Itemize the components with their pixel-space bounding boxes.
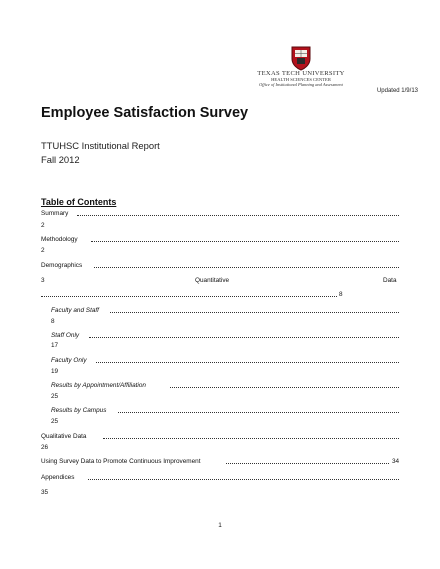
toc-entry-page: 2: [41, 247, 45, 254]
toc-leader: [96, 362, 399, 363]
toc-heading: Table of Contents: [41, 197, 117, 207]
toc-leader: [77, 215, 399, 216]
toc-entry-page: 3: [41, 277, 45, 284]
toc-entry-label: Faculty and Staff: [51, 307, 99, 314]
toc-entry-page: 25: [51, 418, 59, 425]
toc-leader: [89, 337, 399, 338]
toc-entry-page: 35: [41, 489, 49, 496]
toc-entry-page: 19: [51, 368, 59, 375]
toc-entry-label: Qualitative Data: [41, 433, 87, 440]
report-term: Fall 2012: [41, 154, 80, 165]
page-number: 1: [218, 522, 222, 529]
toc-entry-label-tail: Data: [383, 277, 397, 284]
toc-leader: [170, 387, 399, 388]
toc-entry-label: Summary: [41, 210, 69, 217]
toc-entry-page: 34: [392, 458, 400, 465]
toc-entry-label: Appendices: [41, 474, 75, 481]
institution-office: Office of Institutional Planning and Assessment: [259, 82, 343, 87]
toc-entry-label: Staff Only: [51, 332, 80, 339]
toc-entry-page: 17: [51, 342, 59, 349]
toc-entry-label: Methodology: [41, 236, 78, 243]
institution-center: HEALTH SCIENCES CENTER: [271, 77, 331, 82]
institution-name: TEXAS TECH UNIVERSITY: [257, 70, 345, 77]
toc-entry-page: 2: [41, 222, 45, 229]
toc-entry-label: Results by Campus: [51, 407, 107, 414]
toc-leader: [118, 412, 399, 413]
toc-leader: [88, 479, 399, 480]
toc-entry-label: Results by Appointment/Affiliation: [51, 382, 146, 389]
toc-entry-page: 25: [51, 393, 59, 400]
toc-leader: [94, 267, 399, 268]
toc-leader: [41, 296, 337, 297]
page-title: Employee Satisfaction Survey: [41, 105, 249, 121]
toc-entry-page: 26: [41, 444, 49, 451]
toc-entry-label: Faculty Only: [51, 357, 87, 364]
toc-leader: [226, 463, 389, 464]
report-subtitle: TTUHSC Institutional Report: [41, 140, 160, 151]
toc-entry-page: 8: [51, 318, 55, 325]
toc-leader: [91, 241, 399, 242]
toc-entry-label: Using Survey Data to Promote Continuous Improvement: [41, 458, 201, 465]
university-shield-icon: [290, 45, 312, 71]
updated-date: Updated 1/9/13: [376, 88, 418, 94]
toc-leader: [110, 312, 399, 313]
toc-entry-page: 8: [339, 291, 343, 298]
toc-entry-label: Demographics: [41, 262, 83, 269]
toc-entry-label: Quantitative: [195, 277, 230, 284]
toc-leader: [103, 438, 399, 439]
